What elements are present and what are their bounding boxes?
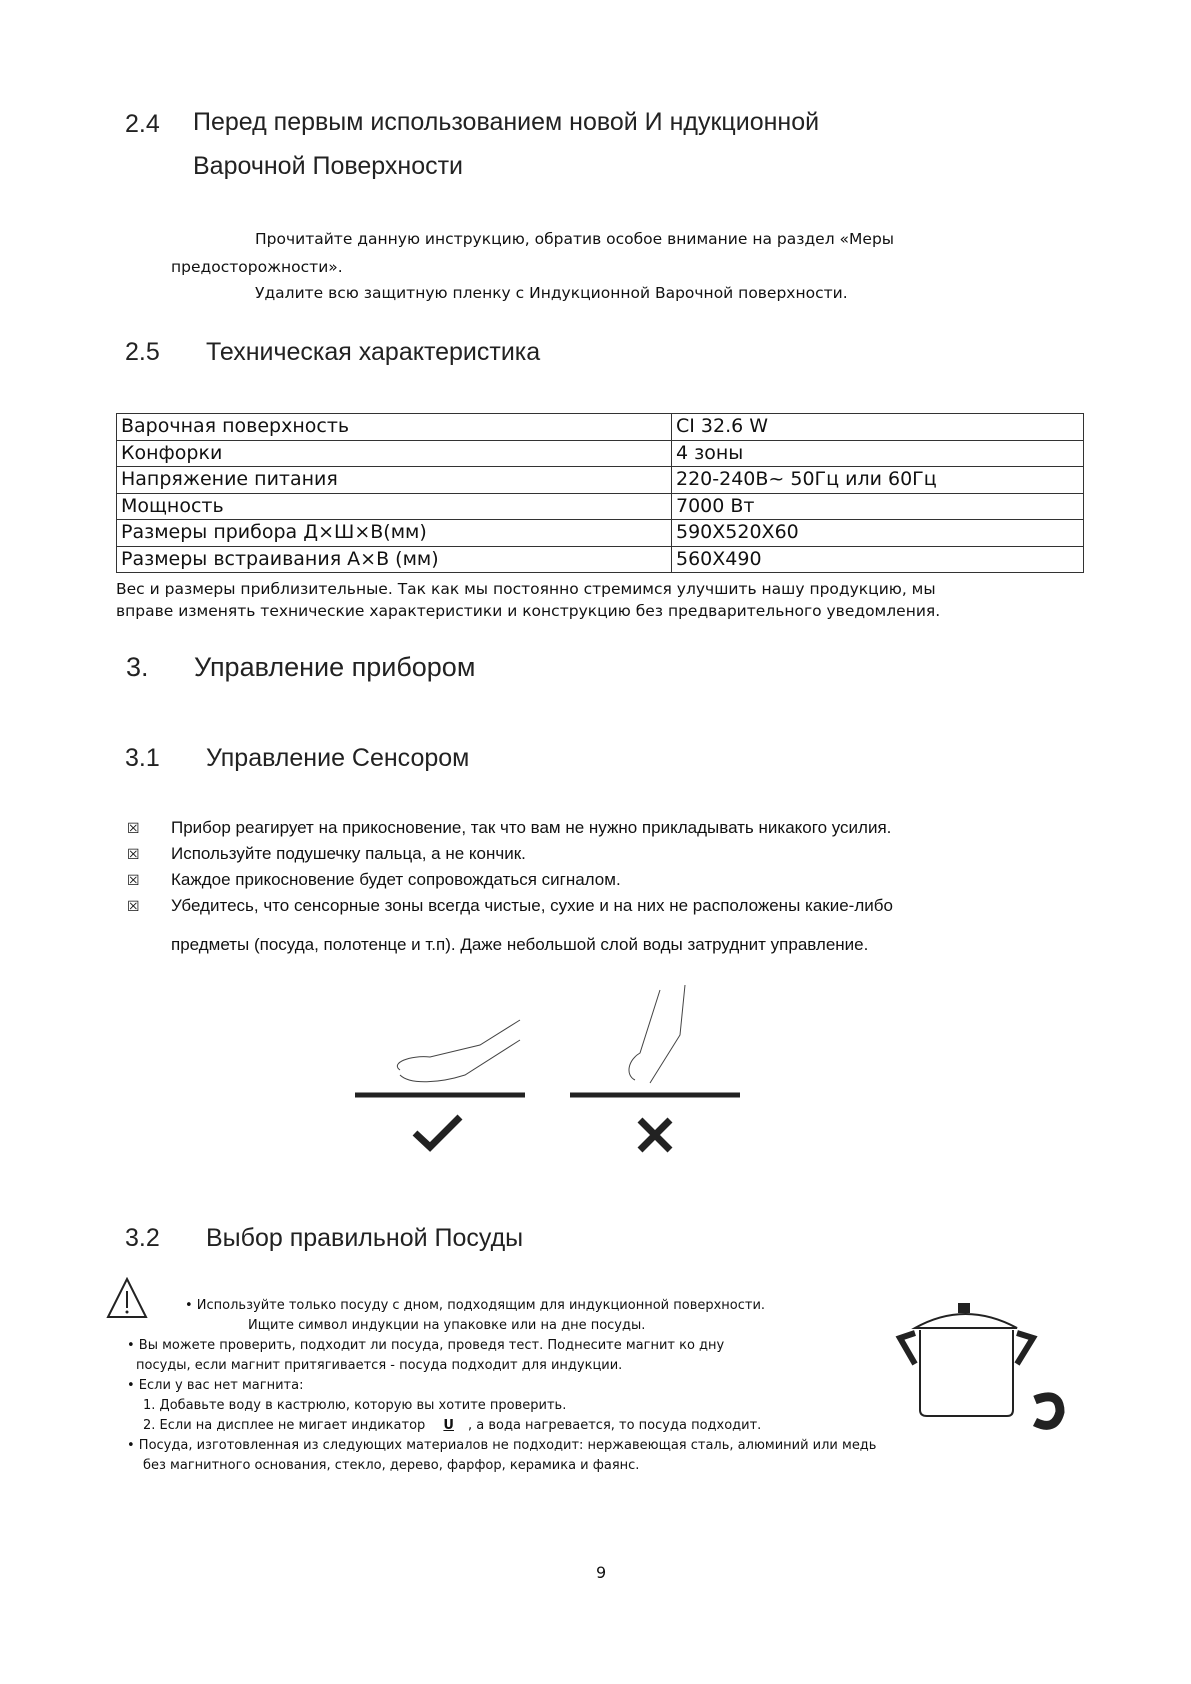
section-3-title: Управление прибором	[194, 652, 476, 682]
section-3-1-number: 3.1	[125, 744, 160, 772]
note: Вес и размеры приблизительные. Так как мы постоянно стремимся улучшить нашу продукцию, мы	[116, 580, 936, 598]
spec-value: 590X520X60	[672, 520, 1084, 547]
cross-icon	[640, 1120, 670, 1150]
section-2-5-number: 2.5	[125, 338, 160, 366]
text-line: • Вы можете проверить, подходит ли посуда, проведя тест. Поднесите магнит ко дну	[127, 1338, 725, 1353]
bullet-text: Убедитесь, что сенсорные зоны всегда чистые, сухие и на них не расположены какие-либо	[171, 896, 893, 915]
table-row	[117, 520, 1084, 547]
paragraph: Прочитайте данную инструкцию, обратив особое внимание на раздел «Меры	[255, 230, 895, 248]
section-2-4-title-cont: Варочной Поверхности	[193, 152, 464, 180]
table-row	[117, 546, 1084, 573]
table-row	[117, 414, 1084, 441]
spec-label: Варочная поверхность	[117, 414, 672, 441]
text-line: 2. Если на дисплее не мигает индикатор U , а вода нагревается, то посуда подходит.	[143, 1418, 762, 1433]
note: вправе изменять технические характеристики и конструкцию без предварительного уведомления.	[116, 602, 941, 620]
text-line: • Если у вас нет магнита:	[127, 1378, 304, 1393]
paragraph: предосторожности».	[171, 258, 343, 276]
check-icon	[415, 1117, 460, 1147]
spec-label: Напряжение питания	[117, 467, 672, 494]
text-line: Ищите символ индукции на упаковке или на дне посуды.	[248, 1318, 646, 1333]
warning-icon	[106, 1277, 148, 1319]
bullet-icon: ☒	[127, 846, 140, 862]
pot-magnet-illustration	[895, 1300, 1075, 1440]
spec-label: Размеры встраивания А×В (мм)	[117, 546, 672, 573]
spec-label: Размеры прибора Д×Ш×В(мм)	[117, 520, 672, 547]
section-3-2-title: Выбор правильной Посуды	[206, 1224, 524, 1252]
spec-label: Конфорки	[117, 440, 672, 467]
section-2-4-title: Перед первым использованием новой И ндукционной	[193, 108, 820, 136]
text-line: • Посуда, изготовленная из следующих материалов не подходит: нержавеющая сталь, алюминий или медь	[127, 1438, 877, 1453]
section-2-4-number: 2.4	[125, 110, 160, 138]
table-row	[117, 467, 1084, 494]
table-row	[117, 493, 1084, 520]
induction-indicator-icon: U	[443, 1418, 454, 1433]
spec-value: 4 зоны	[672, 440, 1084, 467]
bullet-icon: ☒	[127, 820, 140, 836]
spec-label: Мощность	[117, 493, 672, 520]
paragraph: Удалите всю защитную пленку с Индукционной Варочной поверхности.	[255, 284, 848, 302]
text-line: посуды, если магнит притягивается - посуда подходит для индукции.	[136, 1358, 623, 1373]
bullet-icon: ☒	[127, 872, 140, 888]
bullet-icon: ☒	[127, 898, 140, 914]
spec-value: 560X490	[672, 546, 1084, 573]
section-3-1-title: Управление Сенсором	[206, 744, 470, 772]
bullet-text: Используйте подушечку пальца, а не кончик.	[171, 844, 526, 863]
section-3-number: 3.	[126, 652, 149, 682]
spec-value: 220-240В~ 50Гц или 60Гц	[672, 467, 1084, 494]
section-3-2-number: 3.2	[125, 1224, 160, 1252]
bullet-text: предметы (посуда, полотенце и т.п). Даже небольшой слой воды затруднит управление.	[171, 935, 869, 954]
section-2-5-title: Техническая характеристика	[206, 338, 541, 366]
text-line: без магнитного основания, стекло, дерево, фарфор, керамика и фаянс.	[143, 1458, 640, 1473]
table-row	[117, 440, 1084, 467]
finger-illustration	[350, 975, 750, 1165]
spec-value: CI 32.6 W	[672, 414, 1084, 441]
bullet-text: Каждое прикосновение будет сопровождаться сигналом.	[171, 870, 621, 889]
spec-table	[116, 413, 1084, 573]
spec-value: 7000 Вт	[672, 493, 1084, 520]
page-number: 9	[596, 1563, 607, 1582]
text-line: • Используйте только посуду с дном, подходящим для индукционной поверхности.	[185, 1298, 766, 1313]
text-line: 1. Добавьте воду в кастрюлю, которую вы хотите проверить.	[143, 1398, 567, 1413]
bullet-text: Прибор реагирует на прикосновение, так что вам не нужно прикладывать никакого усилия.	[171, 818, 892, 837]
